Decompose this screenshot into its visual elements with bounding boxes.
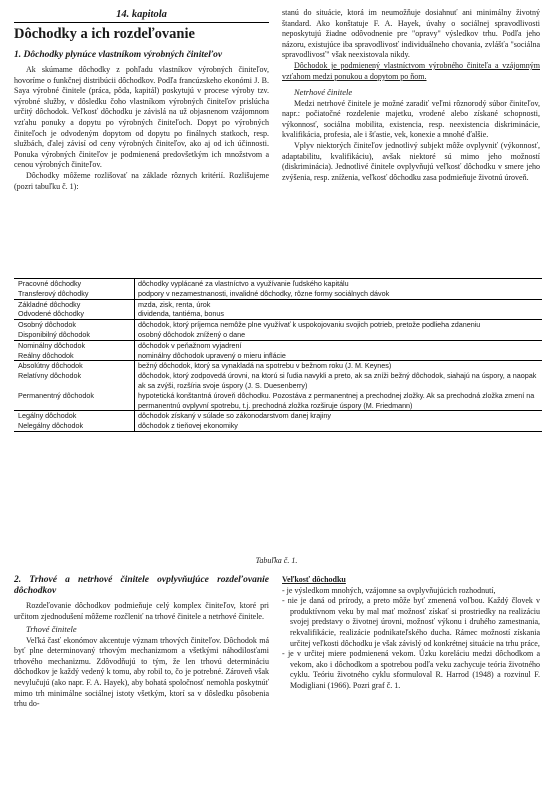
- income-description-cell: dôchodok, ktorý zodpovedá úrovni, na ktorú si ľudia navykli a preto, ak sa zníži bežný dôchodok, siahajú na úspory, a naopak ak sa zvýši, rozšíria svoje úspory (J. S. Duesenberry): [138, 371, 537, 390]
- table-row: [14, 351, 542, 361]
- section-1-paragraph-1: Ak skúmame dôchodky z pohľadu vlastníkov výrobných činiteľov, hovoríme o funkčnej distribúcii dôchodkov. Podľa francúzskeho ekonómi J. B. Saya výrobné činitele (práca, pôda, kapitál) poskytujú v procese výroby tzv. výrobné služby, v dôsledku čoho vlastníkom výrobných činiteľov prislúcha určitý dôchodok. Veľkosť dôchodku je závislá na už objasnenom vzájomnom vzťahu ponuky a dopytu po výrobných činiteľoch. Dopyt po výrobných činiteľoch je odvodeným dopytom od dopytu po finálnych statkoch, resp. službách, ďalej závisí od ceny výrobných činiteľov, ako aj od ich účinnosti. Ponuka výrobných činiteľov je podmienená predovšetkým ich množstvom a cenou výrobných činiteľov.: [14, 65, 269, 170]
- income-type-cell: Transferový dôchodky: [14, 289, 135, 299]
- right-column-top: [282, 8, 540, 183]
- income-description-cell: dôchodky vyplácané za vlastníctvo a využívanie ľudského kapitálu: [138, 279, 349, 288]
- income-type-cell: Disponibilný dôchodok: [14, 330, 135, 340]
- left-column-top: [14, 8, 269, 192]
- income-type-cell: Nelegálny dôchodok: [14, 421, 135, 431]
- table-row: [14, 279, 542, 289]
- table-row: [14, 421, 542, 431]
- income-type-cell: Nominálny dôchodok: [14, 340, 135, 350]
- income-description-cell: dividenda, tantiéma, bonus: [138, 309, 224, 319]
- income-type-cell: Relatívny dôchodok: [14, 371, 135, 391]
- table-row: [14, 309, 542, 319]
- section-1-heading: 1. Dôchodky plynúce vlastníkom výrobných činiteľov: [14, 50, 223, 60]
- table-row: [14, 320, 542, 330]
- right-paragraph-2: Dôchodok je podmienený vlastníctvom výrobného činiteľa a vzájomným vzťahom medzi ponukou a dopytom po ňom.: [282, 60, 540, 81]
- trhove-heading: Trhové činitele: [26, 624, 77, 635]
- income-description-cell: hypotetická konštantná úroveň dôchodku. Pozostáva z permanentnej a prechodnej zložky. Ak sa prechodná zložka zmení na permanentnú ovplyvní spotrebu, t.j. prechodná zložka rozširuje úspory (M. Friedmann): [138, 390, 535, 410]
- table-row: [14, 371, 542, 391]
- right-paragraph-3: Medzi netrhové činitele je možné zaradiť veľmi rôznorodý súbor činiteľov, napr.: počiatočné rozdelenie majetku, vrodené alebo získané schopnosti, výkonnosť, sociálna mobilita, existencia, resp. neexistencia diskriminácie, kvalifikácia, profesia, ale i šťastie, vek, konexie a mnohé ďalšie.: [282, 98, 540, 140]
- table-caption: Tabuľka č. 1.: [255, 556, 298, 565]
- table-row: [14, 330, 542, 340]
- income-description-cell: podpory v nezamestnanosti, invalidné dôchodky, rôzne formy sociálnych dávok: [138, 288, 390, 298]
- income-type-cell: Absolútny dôchodok: [14, 361, 135, 371]
- income-table: [14, 278, 542, 432]
- table-row: [14, 391, 542, 411]
- velkost-list: [282, 586, 540, 692]
- income-type-cell: Osobný dôchodok: [14, 320, 135, 330]
- table-row: [14, 340, 542, 350]
- income-description-cell: bežný dôchodok, ktorý sa vynakladá na spotrebu v bežnom roku (J. M. Keynes): [135, 361, 543, 371]
- table-row: [14, 361, 542, 371]
- chapter-number: 14. kapitola: [116, 9, 167, 20]
- right-paragraph-4: Vplyv niektorých činiteľov jednotlivý subjekt môže ovplyvniť (výkonnosť, adaptabilitu, kvalifikáciu), avšak niektoré sú mimo jeho možností (diskriminácia). Jednotlivé činitele ovplyvňujú veľkosť dôchodku v smere jeho zvýšenia, resp. zníženia, veľkosť dôchodku zasa podmieňuje životnú úroveň.: [282, 141, 540, 182]
- section-1-paragraph-2: Dôchodky môžeme rozlišovať na základe rôznych kritérií. Rozlišujeme (pozri tabuľku č. 1):: [14, 170, 269, 191]
- income-description-cell: mzda, zisk, renta, úrok: [135, 299, 543, 309]
- income-description-cell: nominálny dôchodok upravený o mieru inflácie: [138, 350, 286, 360]
- chapter-title: Dôchodky a ich rozdeľovanie: [14, 26, 195, 42]
- section-2-heading: 2. Trhové a netrhové činitele ovplyvňujúce rozdeľovanie dôchodkov: [14, 575, 269, 596]
- income-description-cell: dôchodok v peňažnom vyjadrení: [135, 340, 543, 350]
- left-column-bottom: [14, 575, 269, 710]
- right-paragraph-1: stanú do situácie, ktorá im neumožňuje dosiahnuť ani minimálny životný štandard. Ako konštatuje F. A. Hayek, úvahy o sociálnej spravodlivosti neposkytujú žiadne odôvodnenie pre "opravy" výsledkov trhu. Podľa jeho názoru, existujúce iba spravodlivosť individuálneho chovania, zvlášťa "sociálna spravodlivosť" však neexistovala nikdy.: [282, 8, 540, 60]
- list-item: - je výsledkom mnohých, vzájomne sa ovplyvňujúcich rozhodnutí,: [282, 585, 496, 595]
- chapter-rule: [14, 22, 269, 23]
- income-type-cell: Reálny dôchodok: [14, 351, 135, 361]
- table-row: [14, 411, 542, 421]
- income-type-cell: Legálny dôchodok: [14, 411, 135, 421]
- list-item: - je v určitej miere podmienená vekom. Úzku koreláciu medzi dôchodkom a vekom, ako i dôchodkom a spotrebou podľa veku zachycuje teória životného cyklu. Teóriu životného cyklu sformuloval R. Harrod (1948) a rozvinul F. Modigliani (1966). Pozri graf č. 1.: [282, 649, 540, 690]
- income-type-cell: Permanentný dôchodok: [14, 391, 135, 411]
- income-type-cell: Pracovné dôchodky: [14, 279, 135, 289]
- table-row: [14, 289, 542, 299]
- income-description-cell: dôchodok získaný v súlade so zákonodarstvom danej krajiny: [135, 411, 543, 421]
- table-row: [14, 299, 542, 309]
- income-description-cell: dôchodok, ktorý príjemca nemôže plne využívať k uspokojovaniu svojich potrieb, pretože podlieha zdaneniu: [135, 320, 543, 330]
- income-description-cell: dôchodok z tieňovej ekonomiky: [138, 421, 238, 431]
- right-column-bottom: [282, 575, 540, 692]
- income-type-cell: Základné dôchodky: [14, 299, 135, 309]
- section-2-paragraph-2: Veľká časť ekonómov akcentuje význam trhových činiteľov. Dôchodok má byť plne determinovaný trhovým mechanizmom a všetkými náhodilosťami trhového mechanizmu. Zdôvodňujú to tým, že len trhovú determináciu dôchodkov je každý vedený k tomu, aby robil to, čo je potrebné. Zároveň však nevylučujú (ako napr. F. A. Hayek), aby bohatá spoločnosť nemohla poskytnúť mimo trh minimálne sociálnej istoty všetkým, ktorí sa v dôsledku pôsobenia trhu do-: [14, 635, 269, 709]
- income-type-cell: Odvodené dôchodky: [14, 309, 135, 319]
- income-description-cell: osobný dôchodok znížený o dane: [138, 329, 246, 339]
- netrhove-heading: Netrhové činitele: [294, 87, 353, 98]
- section-2-paragraph-1: Rozdeľovanie dôchodkov podmieňuje celý komplex činiteľov, ktoré pri určitom zjednodušení môžeme rozčleniť na trhové činitele a netrhové činitele.: [14, 601, 269, 621]
- velkost-heading: Veľkosť dôchodku: [282, 575, 346, 584]
- list-item: - nie je daná od prírody, a preto môže byť zmenená voľbou. Každý človek v produktívnom veku by mal mať možnosť získať si prostriedky na realizáciu svojej predstavy o životnej úrovni, možnosť výkonu i druhého zamestnania, rekvalifikácie, realizácie podnikateľského ducha. Rámec možností získania určitej veľkosti dôchodku je však závislý od konkrétnej situácie na trhu práce,: [282, 596, 540, 648]
